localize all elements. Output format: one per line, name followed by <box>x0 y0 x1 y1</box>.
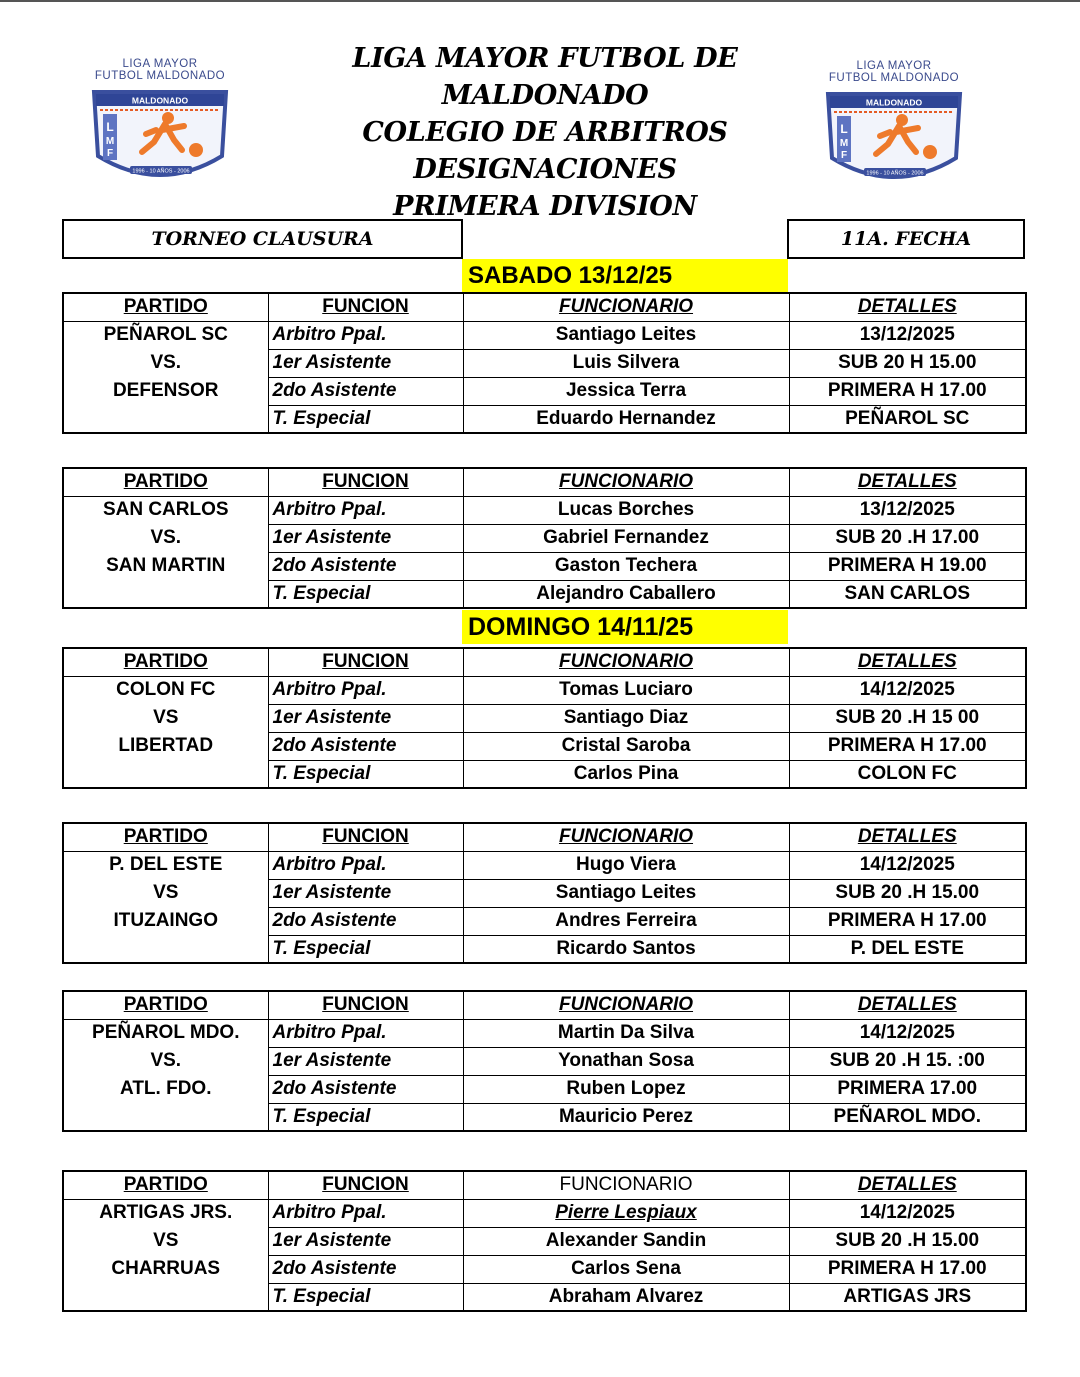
match-table-3 <box>62 647 1027 789</box>
league-logo-right <box>819 60 969 200</box>
table-header-row <box>63 648 1026 676</box>
official-name: Eduardo Hernandez <box>463 405 789 433</box>
column-header-funcion: FUNCION <box>268 1171 463 1199</box>
shield-logo-icon <box>90 86 230 186</box>
logo-text-line1: LIGA MAYOR <box>122 58 198 70</box>
match-detail: SUB 20 H 15.00 <box>789 349 1026 377</box>
table-header-row <box>63 293 1026 321</box>
versus-label: VS <box>63 704 268 732</box>
home-team: P. DEL ESTE <box>63 851 268 879</box>
team-empty-cell <box>63 935 268 963</box>
official-name: Mauricio Perez <box>463 1103 789 1131</box>
table-header-row <box>63 991 1026 1019</box>
match-table-2 <box>62 467 1027 609</box>
official-name: Ricardo Santos <box>463 935 789 963</box>
column-header-detalles: DETALLES <box>789 293 1026 321</box>
versus-label: VS <box>63 1227 268 1255</box>
tournament-name: TORNEO CLAUSURA <box>151 228 374 250</box>
role-label: 1er Asistente <box>268 879 463 907</box>
logo-banner-text: MALDONADO <box>865 97 923 108</box>
match-detail: COLON FC <box>857 762 957 784</box>
logo-banner-text: MALDONADO <box>131 95 189 106</box>
table-row <box>63 760 1026 788</box>
header-college-title: COLEGIO DE ARBITROS <box>362 117 728 148</box>
official-name: Luis Silvera <box>463 349 789 377</box>
official-name: Alexander Sandin <box>463 1227 789 1255</box>
team-empty-cell <box>63 580 268 608</box>
match-detail: ARTIGAS JRS <box>843 1285 972 1307</box>
match-detail: PRIMERA H 19.00 <box>789 552 1026 580</box>
table-row <box>63 1227 1026 1255</box>
official-name: Lucas Borches <box>463 496 789 524</box>
table-row <box>63 580 1026 608</box>
match-detail: P. DEL ESTE <box>850 937 964 959</box>
table-row <box>63 524 1026 552</box>
table-row <box>63 907 1026 935</box>
match-detail: SAN CARLOS <box>844 582 971 604</box>
match-table-6 <box>62 1170 1027 1312</box>
match-detail: SUB 20 .H 15.00 <box>789 879 1026 907</box>
official-name: Tomas Luciaro <box>463 676 789 704</box>
column-header-detalles: DETALLES <box>789 648 1026 676</box>
table-row <box>63 879 1026 907</box>
round-number: 11A. FECHA <box>840 228 972 250</box>
team-empty-cell <box>63 405 268 433</box>
team-empty-cell <box>63 760 268 788</box>
role-label: 2do Asistente <box>268 1255 463 1283</box>
svg-text:F: F <box>106 148 114 159</box>
role-label: 2do Asistente <box>268 377 463 405</box>
table-row <box>63 1047 1026 1075</box>
official-name: Gaston Techera <box>463 552 789 580</box>
match-detail: SUB 20 .H 15. :00 <box>789 1047 1026 1075</box>
svg-text:F: F <box>840 150 848 161</box>
column-header-partido: PARTIDO <box>63 1171 268 1199</box>
match-detail: PRIMERA H 17.00 <box>789 1255 1026 1283</box>
table-row <box>63 1075 1026 1103</box>
match-detail: PRIMERA H 17.00 <box>789 377 1026 405</box>
table-header-row <box>63 468 1026 496</box>
role-label: 2do Asistente <box>268 552 463 580</box>
match-detail: 14/12/2025 <box>789 1019 1026 1047</box>
official-name: Alejandro Caballero <box>463 580 789 608</box>
column-header-partido: PARTIDO <box>63 293 268 321</box>
home-team: SAN CARLOS <box>63 496 268 524</box>
official-name: Hugo Viera <box>463 851 789 879</box>
away-team: LIBERTAD <box>63 732 268 760</box>
role-label: Arbitro Ppal. <box>268 321 463 349</box>
column-header-funcionario: FUNCIONARIO <box>463 648 789 676</box>
tournament-box <box>62 219 463 259</box>
table-row <box>63 935 1026 963</box>
header-designations-title: DESIGNACIONES <box>413 154 677 185</box>
official-name: Santiago Diaz <box>463 704 789 732</box>
role-label: 1er Asistente <box>268 349 463 377</box>
column-header-funcion: FUNCION <box>268 991 463 1019</box>
role-label: T. Especial <box>268 1283 463 1311</box>
table-row <box>63 704 1026 732</box>
table-row <box>63 321 1026 349</box>
official-name: Ruben Lopez <box>463 1075 789 1103</box>
official-name: Santiago Leites <box>463 321 789 349</box>
match-detail: SUB 20 .H 15.00 <box>789 1227 1026 1255</box>
match-table-1 <box>62 292 1027 434</box>
svg-text:M: M <box>839 138 849 149</box>
table-row <box>63 349 1026 377</box>
official-name: Jessica Terra <box>463 377 789 405</box>
logo-ribbon-text: 1996 - 10 AÑOS - 2006 <box>132 168 190 175</box>
column-header-funcion: FUNCION <box>268 823 463 851</box>
match-table-5 <box>62 990 1027 1132</box>
day-banner-saturday <box>462 259 788 293</box>
column-header-funcionario: FUNCIONARIO <box>463 468 789 496</box>
svg-text:M: M <box>105 136 115 147</box>
table-row <box>63 377 1026 405</box>
away-team: CHARRUAS <box>63 1255 268 1283</box>
official-name: Pierre Lespiaux <box>463 1199 789 1227</box>
column-header-funcionario: FUNCIONARIO <box>463 823 789 851</box>
role-label: Arbitro Ppal. <box>268 851 463 879</box>
role-label: Arbitro Ppal. <box>268 1199 463 1227</box>
logo-text-line1: LIGA MAYOR <box>856 60 932 72</box>
away-team: SAN MARTIN <box>63 552 268 580</box>
official-name: Abraham Alvarez <box>463 1283 789 1311</box>
role-label: 1er Asistente <box>268 704 463 732</box>
official-name: Carlos Pina <box>463 760 789 788</box>
logo-text-line2: FUTBOL MALDONADO <box>828 72 960 84</box>
versus-label: VS. <box>63 1047 268 1075</box>
column-header-funcionario: FUNCIONARIO <box>463 1171 789 1199</box>
match-detail: 14/12/2025 <box>789 1199 1026 1227</box>
away-team: ITUZAINGO <box>63 907 268 935</box>
column-header-detalles: DETALLES <box>789 1171 1026 1199</box>
versus-label: VS <box>63 879 268 907</box>
role-label: 2do Asistente <box>268 907 463 935</box>
role-label: 1er Asistente <box>268 1227 463 1255</box>
role-label: 1er Asistente <box>268 524 463 552</box>
team-empty-cell <box>63 1283 268 1311</box>
column-header-funcion: FUNCION <box>268 468 463 496</box>
role-label: T. Especial <box>268 935 463 963</box>
home-team: PEÑAROL MDO. <box>63 1019 268 1047</box>
logo-text-line2: FUTBOL MALDONADO <box>94 70 226 82</box>
column-header-partido: PARTIDO <box>63 823 268 851</box>
svg-text:L: L <box>840 122 848 136</box>
document-header <box>250 40 840 225</box>
official-name: Cristal Saroba <box>463 732 789 760</box>
match-detail: 13/12/2025 <box>789 496 1026 524</box>
day-label: DOMINGO 14/11/25 <box>468 612 694 641</box>
team-empty-cell <box>63 1103 268 1131</box>
match-detail: 14/12/2025 <box>789 851 1026 879</box>
day-label: SABADO 13/12/25 <box>468 262 673 289</box>
versus-label: VS. <box>63 349 268 377</box>
role-label: Arbitro Ppal. <box>268 496 463 524</box>
official-name: Santiago Leites <box>463 879 789 907</box>
match-detail: PRIMERA H 17.00 <box>789 907 1026 935</box>
table-row <box>63 732 1026 760</box>
day-banner-sunday <box>462 610 788 644</box>
column-header-funcionario: FUNCIONARIO <box>463 293 789 321</box>
table-row <box>63 496 1026 524</box>
column-header-funcionario: FUNCIONARIO <box>463 991 789 1019</box>
shield-logo-icon <box>824 88 964 188</box>
table-row <box>63 1019 1026 1047</box>
match-detail: SUB 20 .H 15 00 <box>789 704 1026 732</box>
home-team: ARTIGAS JRS. <box>63 1199 268 1227</box>
table-row <box>63 1103 1026 1131</box>
versus-label: VS. <box>63 524 268 552</box>
role-label: T. Especial <box>268 760 463 788</box>
official-name: Gabriel Fernandez <box>463 524 789 552</box>
match-detail: 13/12/2025 <box>789 321 1026 349</box>
column-header-partido: PARTIDO <box>63 991 268 1019</box>
match-detail: 14/12/2025 <box>789 676 1026 704</box>
header-league-title: LIGA MAYOR FUTBOL DE MALDONADO <box>352 43 738 111</box>
home-team: PEÑAROL SC <box>63 321 268 349</box>
table-row <box>63 1283 1026 1311</box>
official-name: Carlos Sena <box>463 1255 789 1283</box>
role-label: T. Especial <box>268 405 463 433</box>
official-name: Yonathan Sosa <box>463 1047 789 1075</box>
table-row <box>63 676 1026 704</box>
svg-text:L: L <box>106 120 114 134</box>
column-header-funcion: FUNCION <box>268 648 463 676</box>
match-detail: PEÑAROL SC <box>845 407 970 429</box>
role-label: 1er Asistente <box>268 1047 463 1075</box>
column-header-partido: PARTIDO <box>63 648 268 676</box>
away-team: DEFENSOR <box>63 377 268 405</box>
role-label: Arbitro Ppal. <box>268 676 463 704</box>
match-detail: SUB 20 .H 17.00 <box>789 524 1026 552</box>
column-header-detalles: DETALLES <box>789 468 1026 496</box>
table-row <box>63 851 1026 879</box>
match-table-4 <box>62 822 1027 964</box>
table-header-row <box>63 1171 1026 1199</box>
round-box <box>787 219 1025 259</box>
role-label: 2do Asistente <box>268 732 463 760</box>
column-header-partido: PARTIDO <box>63 468 268 496</box>
table-row <box>63 552 1026 580</box>
table-row <box>63 1255 1026 1283</box>
column-header-detalles: DETALLES <box>789 991 1026 1019</box>
match-detail: PRIMERA 17.00 <box>789 1075 1026 1103</box>
official-name: Andres Ferreira <box>463 907 789 935</box>
table-row <box>63 1199 1026 1227</box>
column-header-funcion: FUNCION <box>268 293 463 321</box>
role-label: Arbitro Ppal. <box>268 1019 463 1047</box>
table-row <box>63 405 1026 433</box>
match-detail: PRIMERA H 17.00 <box>789 732 1026 760</box>
official-name: Martin Da Silva <box>463 1019 789 1047</box>
away-team: ATL. FDO. <box>63 1075 268 1103</box>
home-team: COLON FC <box>63 676 268 704</box>
top-border-line <box>0 0 1080 2</box>
table-header-row <box>63 823 1026 851</box>
match-detail: PEÑAROL MDO. <box>833 1105 981 1127</box>
role-label: T. Especial <box>268 1103 463 1131</box>
column-header-detalles: DETALLES <box>789 823 1026 851</box>
role-label: 2do Asistente <box>268 1075 463 1103</box>
header-division-title: PRIMERA DIVISION <box>393 191 697 222</box>
league-logo-left <box>85 58 235 198</box>
logo-ribbon-text: 1996 - 10 AÑOS - 2006 <box>866 170 924 177</box>
role-label: T. Especial <box>268 580 463 608</box>
